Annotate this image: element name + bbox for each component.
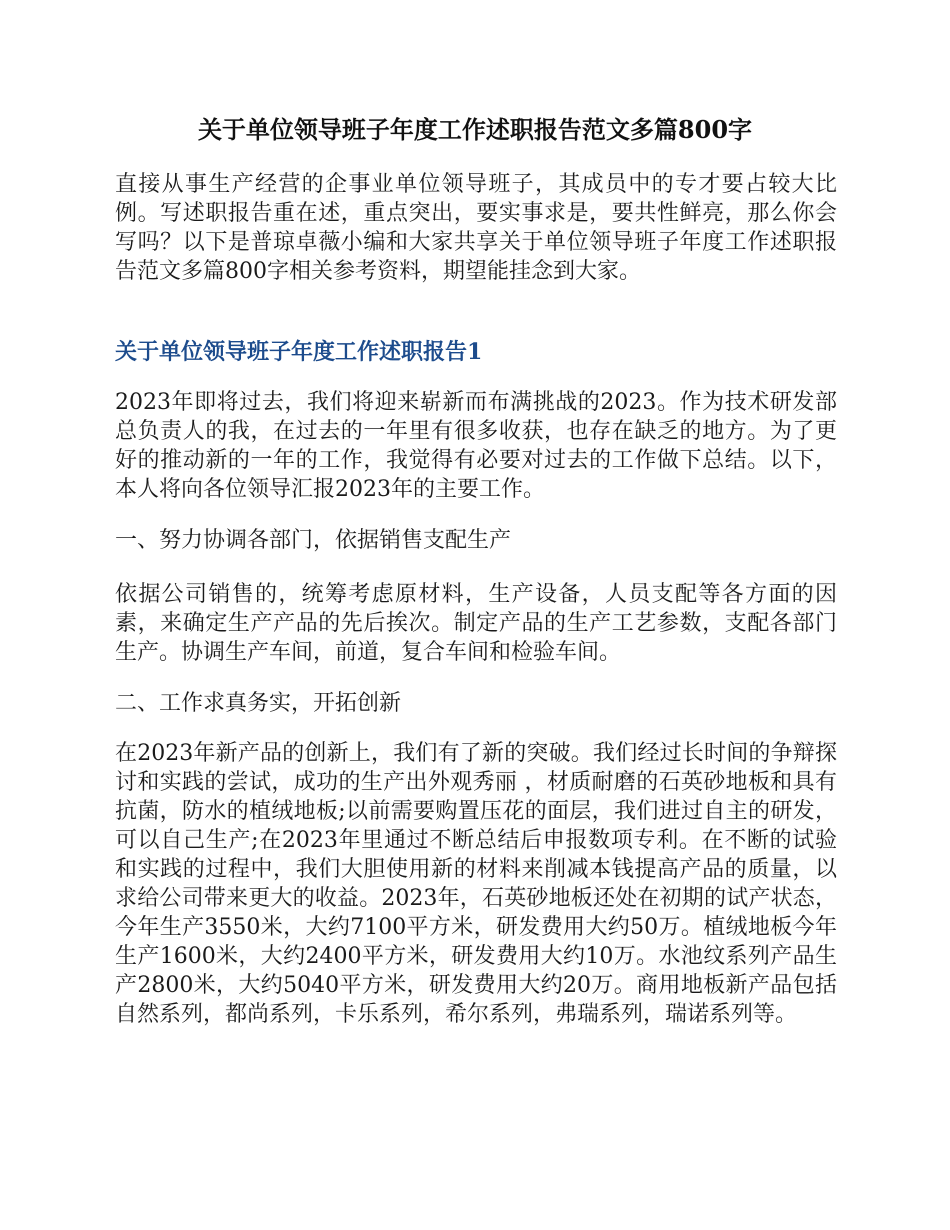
- body-paragraph-1: 2023年即将过去，我们将迎来崭新而布满挑战的2023。作为技术研发部总负责人的我，在过去的一年里有很多收获，也存在缺乏的地方。为了更好的推动新的一年的工作，我觉得有必要对过去的工作做下总结。以下，本人将向各位领导汇报2023年的主要工作。: [115, 390, 837, 502]
- body-paragraph-3: 在2023年新产品的创新上，我们有了新的突破。我们经过长时间的争辩探讨和实践的尝试，成功的生产出外观秀丽 ，材质耐磨的石英砂地板和具有抗菌，防水的植绒地板;以前需要购置压花的面层，我们进过自主的研发，可以自己生产;在2023年里通过不断总结后申报数项专利。在不断的试验和实践的过程中，我们大胆使用新的材料来削减本钱提高产品的质量，以求给公司带来更大的收益。2023年，石英砂地板还处在初期的试产状态，今年生产3550米，大约7100平方米，研发费用大约50万。植绒地板今年生产1600米，大约2400平方米，研发费用大约10万。水池纹系列产品生产2800米，大约5040平方米，研发费用大约20万。商用地板新产品包括自然系列，都尚系列，卡乐系列，希尔系列，弗瑞系列，瑞诺系列等。: [115, 741, 837, 1027]
- subheading-1: 一、努力协调各部门，依据销售支配生产: [115, 528, 512, 553]
- subheading-2: 二、工作求真务实，开拓创新: [115, 691, 402, 716]
- body-paragraph-2: 依据公司销售的，统筹考虑原材料，生产设备，人员支配等各方面的因素，来确定生产产品的先后挨次。制定产品的生产工艺参数，支配各部门生产。协调生产车间，前道，复合车间和检验车间。: [115, 582, 837, 665]
- section-heading: 关于单位领导班子年度工作述职报告1: [115, 339, 483, 365]
- document-title: 关于单位领导班子年度工作述职报告范文多篇800字: [197, 115, 753, 144]
- intro-paragraph: 直接从事生产经营的企事业单位领导班子，其成员中的专才要占较大比例。写述职报告重在述，重点突出，要实事求是，要共性鲜亮，那么你会写吗？以下是普琼卓薇小编和大家共享关于单位领导班子年度工作述职报告范文多篇800字相关参考资料，期望能挂念到大家。: [115, 172, 837, 284]
